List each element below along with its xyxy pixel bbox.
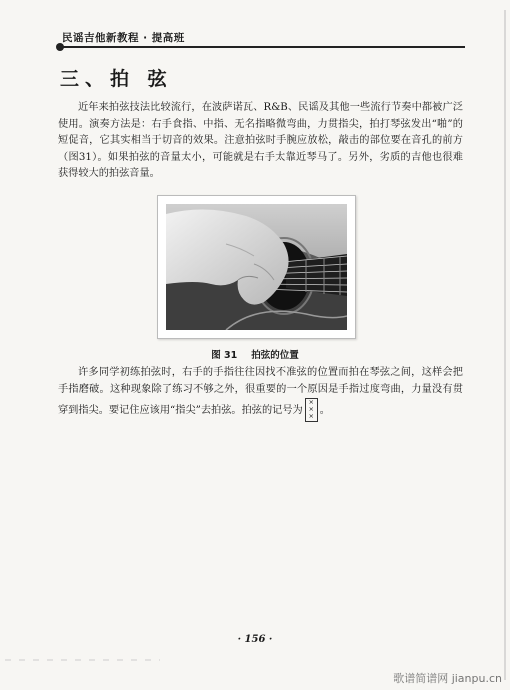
guitar-hand-illustration [166, 204, 347, 330]
notation-x-1: × [308, 398, 314, 406]
paragraph-2-text: 许多同学初练拍弦时，右手的手指往往因找不准弦的位置而拍在琴弦之间，这样会把手指磨破。这种现象除了练习不够之外，很重要的一个原因是手指过度弯曲，力量没有贯穿到指尖。要记住应该用“指尖”去拍弦。拍弦的记号为 [58, 367, 463, 416]
section-title: 三、拍 弦 [60, 68, 173, 90]
figure-caption [0, 347, 510, 361]
site-watermark: 歌谱简谱网 jianpu.cn [393, 672, 502, 685]
paragraph-2-end: 。 [319, 405, 330, 416]
slap-notation-symbol [305, 398, 318, 422]
figure-photo-slap-position [157, 195, 356, 339]
header-rule [60, 46, 465, 48]
figure-caption-number: 图 31 [211, 350, 238, 361]
page-number: · 156 · [237, 634, 273, 645]
figure-caption-text: 拍弦的位置 [251, 350, 299, 361]
paragraph-2 [58, 365, 463, 422]
running-header: 民谣吉他新教程 · 提高班 [62, 32, 185, 44]
paragraph-1: 近年来拍弦技法比较流行，在波萨诺瓦、R&B、民谣及其他一些流行节奏中都被广泛使用。演奏方法是：右手食指、中指、无名指略微弯曲，力贯指尖，拍打琴弦发出“啪”的短促音，它其实相当于切音的效果。注意拍弦时手腕应放松，敲击的部位要在音孔的前方（图31）。如果拍弦的音量太小，可能就是右手太靠近琴马了。另外，劣质的吉他也很难获得较大的拍弦音量。 [58, 102, 463, 179]
notation-x-2: × [308, 405, 314, 413]
notation-x-3: × [308, 412, 314, 420]
